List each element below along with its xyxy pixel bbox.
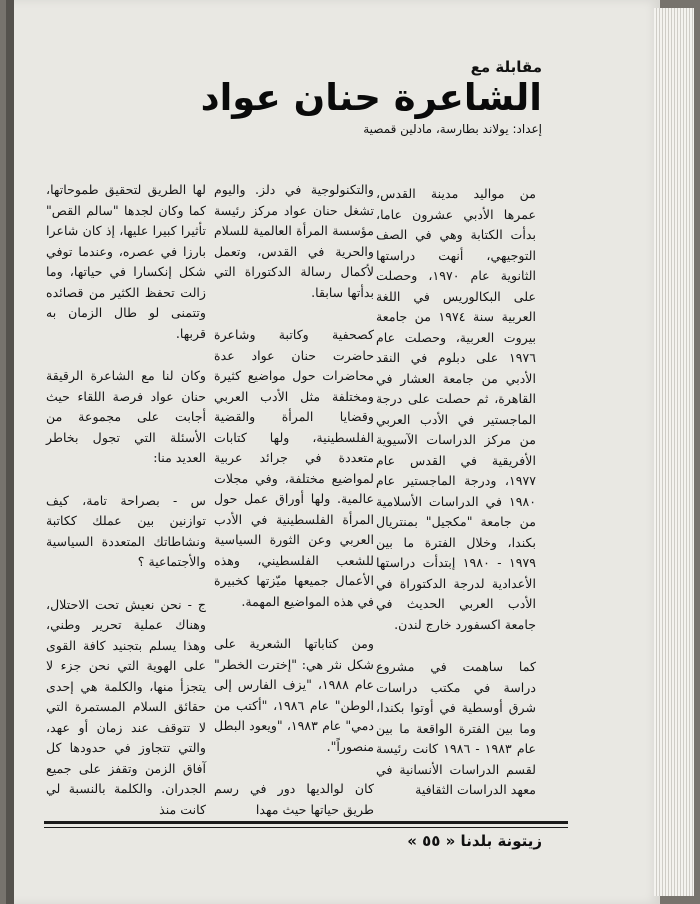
- footer-rule: [44, 821, 568, 824]
- paragraph: ومن كتاباتها الشعرية على شكل نثر هي: "إخترت الخطر" عام ١٩٨٨، "يزف الفارس إلى الوطن" عام ١٩٨٦، "أكتب من دمي" عام ١٩٨٣، "ويعود البطل منصوراً".: [214, 636, 375, 754]
- paragraph: كما ساهمت في مشروع دراسة في مكتب دراسات شرق أوسطية في أوتوا بكندا، وما بين الفترة الواقعة ما بين عام ١٩٨٣ - ١٩٨٦ كانت رئيسة لقسم الدراسات الأنسانية في معهد الدراسات الثقافية: [376, 659, 536, 797]
- text-column-3: [46, 180, 206, 842]
- text-column-1: [376, 184, 536, 823]
- magazine-page: [6, 0, 660, 904]
- article-title: الشاعرة حنان عواد: [200, 76, 542, 119]
- paragraph: لها الطريق لتحقيق طموحاتها، كما وكان لجدها "سالم القص" تأثيرا كبيرا عليها، إذ كان شاعرا بارزا في عصره، وعندما توفي شكل إنكسارا في حياتها، وما زالت تحفظ الكثير من قصائده وتتمنى لو طال الزمان به قربها.: [46, 182, 206, 341]
- paragraph: ج - نحن نعيش تحت الاحتلال، وهناك عملية تحرير وطني، وهذا يسلم بتجنيد كافة القوى على الهوية التي نحن جزء لا يتجزأ منها، والكلمة هي إحدى حقائق السلام المستمرة التي لا تتوقف عند زمان أو عهد، والتي تتجاوز في حدودها كل آفاق الزمن وتقفز على جميع الجدران. والكلمة بالنسبة لي كانت منذ: [46, 596, 206, 817]
- footer-rule-thin: [44, 827, 568, 828]
- paragraph: كصحفية وكاتبة وشاعرة حاضرت حنان عواد عدة محاضرات حول مواضيع كثيرة ومختلفة مثل الأدب العربي وقضايا المرأة والقضية الفلسطينية، ولها كتابات متعددة في جرائد عربية لمواضيع مختلفة، وفي مجلات عالمية. ولها أوراق عمل حول المرأة الفلسطينية في الأدب العربي وعن الثورة السياسية للشعب الفلسطيني، وهذه الأعمال جميعها ميّزتها كخبيرة في هذه المواضيع المهمة.: [214, 327, 374, 609]
- page-footer: زيتونة بلدنا « ٥٥ »: [407, 832, 542, 850]
- paragraph: س - بصراحة تامة، كيف توازنين بين عملك ككاتبة ونشاطاتك المتعددة السياسية والأجتماعية ؟: [46, 492, 206, 569]
- page-binding: [6, 0, 14, 904]
- page-stack-edges: [654, 8, 694, 896]
- paragraph: وكان لنا مع الشاعرة الرقيقة حنان عواد فرصة اللقاء حيث أجابت على مجموعة من الأسئلة التي تجول بخاطر العديد منا:: [46, 368, 206, 465]
- paragraph: والتكنولوجية في دلز. واليوم تشغل حنان عواد مركز رئيسة مؤسسة المرأة العالمية للسلام والحرية في القدس، وتعمل لأكمال رسالة الدكتوراة التي بدأتها سابقا.: [214, 182, 374, 300]
- text-column-2: [214, 180, 374, 842]
- section-kicker: مقابلة مع: [470, 58, 542, 76]
- article-byline: إعداد: يولاند بطارسة، مادلين قمصية: [363, 122, 542, 136]
- paragraph: كان لوالديها دور في رسم طريق حياتها حيث مهدا: [214, 781, 374, 817]
- paragraph: من مواليد مدينة القدس، عمرها الأدبي عشرون عاما، بدأت الكتابة وهي في الصف التوجيهي، أنهت دراستها الثانوية عام ١٩٧٠، وحصلت على البكالوريس في اللغة العربية سنة ١٩٧٤ من جامعة بيروت العربية، وحصلت عام ١٩٧٦ على دبلوم في النقد الأدبي من جامعة العشار في القاهرة، ثم حصلت على درجة الماجستير في الأدب العربي من مركز الدراسات الآسيوية الأفريقية في القدس عام ١٩٧٧، ودرجة الماجستير عام ١٩٨٠ في الدراسات الأسلامية من جامعة "مكجيل" بمنتريال بكندا، وخلال الفترة ما بين ١٩٧٩ - ١٩٨٠ إبتدأت دراستها الأعدادية لدرجة الدكتوراة في الأدب العربي الحديث في جامعة اكسفورد خارج لندن.: [376, 186, 536, 632]
